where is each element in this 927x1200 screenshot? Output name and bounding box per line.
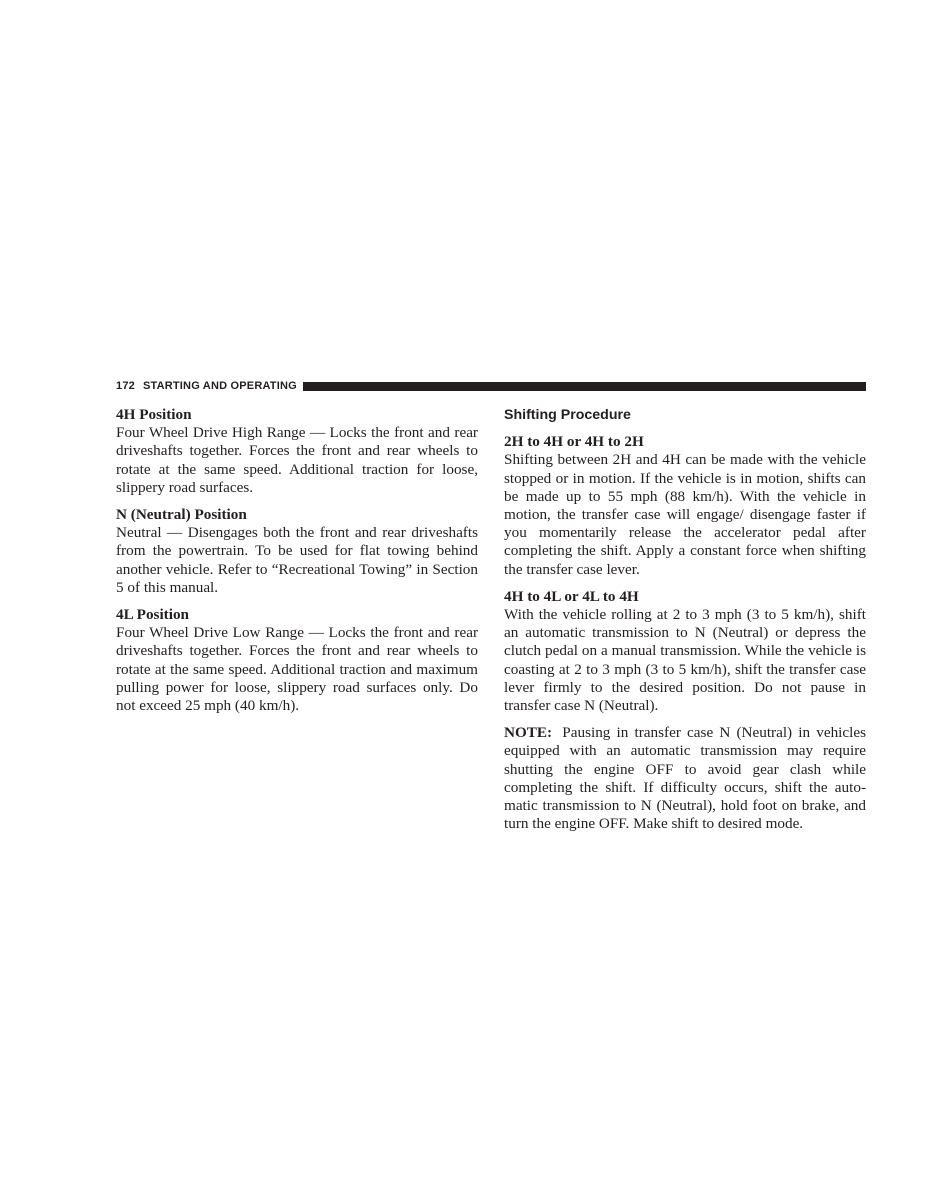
header-rule: [303, 382, 866, 391]
note-text: Pausing in transfer case N (Neutral) in vehicles equipped with an automatic transmission may require shutting the engine OFF to avoid gear clash while completing the shift. If difficulty occurs, shift the automatic transmission to N (Neutral), hold foot on brake, and turn the engine OFF. Make shift to desired mode.: [504, 724, 867, 833]
note-label: NOTE:: [504, 724, 553, 742]
heading-4l-position: 4L Position: [116, 606, 190, 624]
page-header: [116, 379, 866, 393]
right-column: [504, 406, 866, 842]
paragraph-4h-position: Four Wheel Drive High Range — Locks the front and rear driveshafts together. Forces the front and rear wheels to rotate at the same speed. Additional traction for loose, slippery road surfaces.: [116, 424, 478, 496]
heading-4h-position: 4H Position: [116, 406, 192, 423]
section-title: STARTING AND OPERATING: [142, 380, 297, 392]
heading-4h-4l: 4H to 4L or 4L to 4H: [504, 587, 639, 605]
paragraph-4l-position: Four Wheel Drive Low Range — Locks the front and rear driveshafts together. Forces the front and rear wheels to rotate at the same speed. Additional traction and maximum pulling power for loose, slippery road surfaces only. Do not exceed 25 mph (40 km/h).: [116, 624, 478, 715]
heading-2h-4h: 2H to 4H or 4H to 2H: [504, 433, 644, 451]
paragraph-2h-4h: Shifting between 2H and 4H can be made with the vehicle stopped or in motion. If the vehicle is in motion, shifts can be made up to 55 mph (88 km/h). With the vehicle in motion, the transfer case will engage/ disengage faster if you momentarily release the accelerator pedal after completing the shift. Apply a constant force when shifting the transfer case lever.: [504, 451, 866, 578]
left-column: [116, 406, 478, 724]
page-number: 172: [116, 380, 135, 392]
paragraph-4h-4l: With the vehicle rolling at 2 to 3 mph (3 to 5 km/h), shift an automatic transmission to N (Neutral) or depress the clutch pedal on a manual transmission. While the vehicle is coasting at 2 to 3 mph (3 to 5 km/h), shift the transfer case lever firmly to the desired position. Do not pause in transfer case N (Neutral).: [504, 606, 866, 715]
note-paragraph: [504, 724, 866, 833]
paragraph-n-neutral-position: Neutral — Disengages both the front and rear driveshafts from the powertrain. To be used for flat towing behind another vehicle. Refer to “Recreational Towing” in Section 5 of this manual.: [116, 524, 478, 596]
heading-n-neutral-position: N (Neutral) Position: [116, 506, 247, 524]
shifting-procedure-title: Shifting Procedure: [504, 407, 631, 423]
